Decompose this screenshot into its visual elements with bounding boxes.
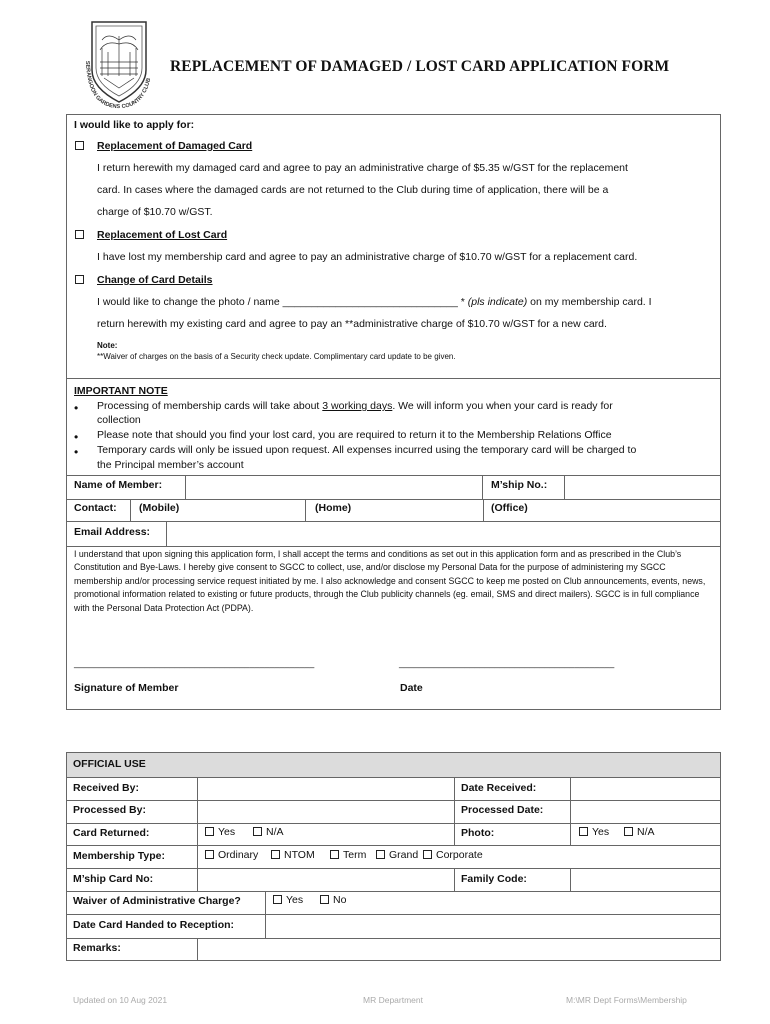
divider [67, 546, 720, 547]
type-corporate[interactable] [423, 849, 483, 861]
checkbox[interactable] [205, 850, 214, 859]
name-label: Name of Member: [74, 479, 163, 491]
damaged-card-label: Replacement of Damaged Card [97, 140, 253, 152]
membership-type-label: Membership Type: [73, 850, 165, 862]
footer-dept: MR Department [363, 995, 423, 1005]
footer-updated: Updated on 10 Aug 2021 [73, 995, 168, 1005]
photo-na[interactable] [624, 826, 655, 838]
important-bullet-3: Temporary cards will only be issued upon request. All expenses incurred using the temporary card will be charged to [97, 444, 637, 456]
important-bullet-1-cont: collection [97, 414, 141, 426]
official-header [67, 753, 720, 778]
signature-line[interactable]: ________________________________________________ [74, 658, 315, 668]
processed-date-label: Processed Date: [461, 804, 544, 816]
divider [67, 845, 720, 846]
type-label: Term [343, 849, 367, 861]
home-field[interactable] [306, 500, 482, 520]
checkbox[interactable] [253, 827, 262, 836]
yes-label: Yes [592, 826, 610, 838]
application-box [66, 114, 721, 710]
bullet-dot: • [74, 430, 79, 444]
checkbox[interactable] [271, 850, 280, 859]
working-days: 3 working days [322, 400, 393, 412]
photo-yes[interactable] [579, 826, 609, 838]
no-label: No [333, 894, 347, 906]
divider [67, 891, 720, 892]
name-field[interactable] [186, 476, 482, 498]
svg-text:SERANGOON GARDENS COUNTRY CLUB: SERANGOON GARDENS COUNTRY CLUB [84, 60, 153, 110]
processed-by-field[interactable] [198, 801, 454, 823]
contact-label: Contact: [74, 502, 117, 514]
mobile-field[interactable] [131, 500, 304, 520]
remarks-field[interactable] [198, 939, 720, 960]
type-ordinary[interactable] [205, 849, 258, 861]
note-label: Note: [97, 341, 118, 350]
type-label: Corporate [436, 849, 483, 861]
checkbox[interactable] [320, 895, 329, 904]
processed-by-label: Processed By: [73, 804, 146, 816]
email-field[interactable] [167, 522, 720, 545]
yes-label: Yes [286, 894, 304, 906]
mship-no-field[interactable] [565, 476, 720, 498]
important-bullet-1 [97, 400, 613, 412]
change-line-1a: I would like to change the photo / name ______________________________ * [97, 296, 468, 308]
type-grand[interactable] [376, 849, 418, 861]
change-checkbox[interactable] [75, 275, 84, 284]
type-ntom[interactable] [271, 849, 315, 861]
damaged-card-option[interactable] [75, 140, 88, 152]
waiver-no[interactable] [320, 894, 346, 906]
lost-line-1: I have lost my membership card and agree to pay an administrative charge of $10.70 w/GST for a replacement card. [97, 251, 638, 263]
handed-label: Date Card Handed to Reception: [73, 919, 235, 931]
change-details-label: Change of Card Details [97, 274, 213, 286]
received-by-field[interactable] [198, 779, 454, 800]
b1b: . We will inform you when your card is ready for [392, 400, 613, 412]
checkbox[interactable] [624, 827, 633, 836]
yes-label: Yes [218, 826, 236, 838]
type-label: Grand [389, 849, 419, 861]
footer-path: M:\MR Dept Forms\Membership [566, 995, 687, 1005]
pls-indicate: (pls indicate) [467, 296, 528, 308]
bullet-dot: • [74, 445, 79, 459]
checkbox [376, 850, 385, 859]
important-bullet-2: Please note that should you find your lost card, you are required to return it to the Membership Relations Office [97, 429, 612, 441]
date-received-field[interactable] [571, 779, 720, 800]
divider [454, 778, 455, 846]
family-code-label: Family Code: [461, 873, 527, 885]
type-label: NTOM [284, 849, 315, 861]
mship-card-no-label: M’ship Card No: [73, 873, 154, 885]
checkbox[interactable] [273, 895, 282, 904]
consent-text: I understand that upon signing this application form, I shall accept the terms and conditions as set out in this application form and as prescribed in the Club’s Constitution and Bye-Laws. I hereby give consent to SGCC to collect, use, and/or disclose my Personal Data for the purpose of administering my SGCC membership and/or processing service request initiated by me. I also acknowledge and consent SGCC to keep me posted on Club announcements, events, news, promotional information related to existing or future products, through the Club publicity channels (eg. email, SMS and direct mailers). SGCC is in full compliance with the Personal Data Protection Act (PDPA). [74, 549, 706, 613]
date-received-label: Date Received: [461, 782, 537, 794]
divider [454, 868, 455, 891]
change-details-option[interactable] [75, 274, 88, 286]
processed-date-field[interactable] [571, 801, 720, 823]
b1a: Processing of membership cards will take about [97, 400, 323, 412]
divider [482, 475, 483, 499]
signature-label: Signature of Member [74, 682, 179, 694]
na-label: N/A [266, 826, 284, 838]
card-returned-yes[interactable] [205, 826, 235, 838]
type-term[interactable] [330, 849, 366, 861]
waiver-label: Waiver of Administrative Charge? [73, 895, 241, 907]
type-label: Ordinary [218, 849, 259, 861]
damaged-line-1: I return herewith my damaged card and agree to pay an administrative charge of $5.35 w/GST for the replacement [97, 162, 628, 174]
official-heading: OFFICIAL USE [73, 758, 146, 770]
lost-checkbox[interactable] [75, 230, 84, 239]
damaged-line-3: charge of $10.70 w/GST. [97, 206, 213, 218]
date-line[interactable]: ___________________________________________ [399, 658, 615, 668]
official-use-box [66, 752, 721, 961]
checkbox[interactable] [205, 827, 214, 836]
lost-card-label: Replacement of Lost Card [97, 229, 228, 241]
waiver-yes[interactable] [273, 894, 303, 906]
note-text: **Waiver of charges on the basis of a Security check update. Complimentary card update to be given. [97, 352, 456, 361]
handed-field[interactable] [266, 915, 720, 938]
important-heading: IMPORTANT NOTE [74, 385, 168, 397]
date-label: Date [400, 682, 423, 694]
checkbox[interactable] [423, 850, 432, 859]
change-line-1c: on my membership card. I [527, 296, 652, 308]
divider [67, 823, 720, 824]
damaged-checkbox[interactable] [75, 141, 84, 150]
checkbox[interactable] [579, 827, 588, 836]
office-label: (Office) [491, 502, 528, 514]
email-label: Email Address: [74, 526, 151, 538]
mship-no-label: M’ship No.: [491, 479, 548, 491]
lost-card-option[interactable] [75, 229, 88, 241]
card-returned-na[interactable] [253, 826, 284, 838]
important-bullet-3-cont: the Principal member’s account [97, 459, 244, 471]
office-field[interactable] [484, 500, 720, 520]
bullet-dot: • [74, 401, 79, 415]
checkbox[interactable] [330, 850, 339, 859]
family-code-field[interactable] [571, 869, 720, 891]
card-returned-label: Card Returned: [73, 827, 150, 839]
photo-label: Photo: [461, 827, 495, 839]
mobile-label: (Mobile) [139, 502, 180, 514]
club-logo [78, 18, 160, 110]
apply-heading: I would like to apply for: [74, 119, 195, 131]
divider [67, 378, 720, 379]
received-by-label: Received By: [73, 782, 139, 794]
change-line-2: return herewith my existing card and agree to pay an **administrative charge of $10.70 w/GST for a new card. [97, 318, 607, 330]
na-label: N/A [637, 826, 655, 838]
home-label: (Home) [315, 502, 352, 514]
form-title: REPLACEMENT OF DAMAGED / LOST CARD APPLICATION FORM [170, 58, 670, 75]
damaged-line-2: card. In cases where the damaged cards are not returned to the Club during time of application, there will be a [97, 184, 609, 196]
remarks-label: Remarks: [73, 942, 121, 954]
mship-card-no-field[interactable] [198, 869, 454, 891]
change-line-1 [97, 296, 652, 308]
